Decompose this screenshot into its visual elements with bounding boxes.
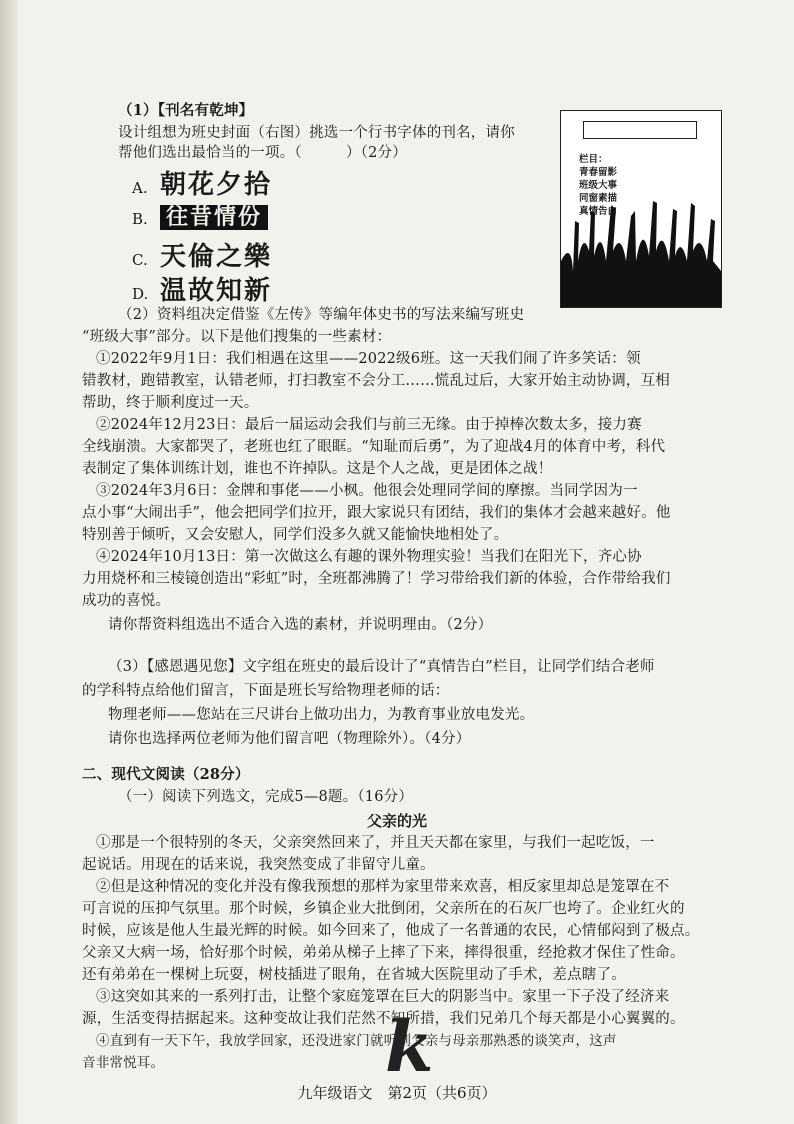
option-a: A. 朝花夕拾 — [132, 170, 273, 200]
passage-p4-line-2: 音非常悦耳。 — [82, 1055, 165, 1071]
q2-material-2-line-2: 全线崩溃。大家都哭了，老班也红了眼眶。“知耻而后勇”，为了迎战4月的体育中考，科代 — [82, 439, 666, 455]
passage-p4-line-1: ④直到有一天下午，我放学回家，还没进家门就听到父亲与母亲那熟悉的谈笑声，这声 — [96, 1033, 617, 1049]
q1-line-1: 设计组想为班史封面（右图）挑选一个行书字体的刊名，请你 — [118, 125, 515, 141]
passage-p1-line-1: ①那是一个很特别的冬天，父亲突然回来了，并且天天都在家里，与我们一起吃饭，一 — [96, 835, 655, 851]
option-a-word: 朝花夕拾 — [160, 170, 273, 200]
q3-line-2: 的学科特点给他们留言，下面是班长写给物理老师的话： — [82, 683, 450, 699]
q3-line-1: （3）【感恩遇见您】文字组在班史的最后设计了“真情告白”栏目，让同学们结合老师 — [108, 659, 655, 675]
q2-material-2-line-1: ②2024年12月23日：最后一届运动会我们与前三无缘。由于掉棒次数太多，接力赛 — [96, 417, 642, 433]
q2-line-1: （2）资料组决定借鉴《左传》等编年体史书的写法来编写班史 — [118, 307, 525, 323]
passage-p2-line-2: 可言说的压抑气氛里。那个时候，乡镇企业大批倒闭，父亲所在的石灰厂也垮了。企业红火的 — [82, 901, 685, 917]
passage-p3-line-1: ③这突如其来的一系列打击，让整个家庭笼罩在巨大的阴影当中。家里一下子没了经济来 — [96, 989, 670, 1005]
q1-line-2: 帮他们选出最恰当的一项。（ ）（2分） — [118, 145, 407, 161]
q2-material-3-line-3: 特别善于倾听，又会安慰人，同学们没多久就又能愉快地相处了。 — [82, 527, 509, 543]
page-footer: 九年级语文 第2页（共6页） — [297, 1084, 497, 1102]
section2-heading: 二、现代文阅读（28分） — [82, 766, 250, 783]
passage-p2-line-5: 还有弟弟在一棵树上玩耍，树枝插进了眼角，在省城大医院里动了手术，差点瞎了。 — [82, 967, 626, 983]
cover-column-list: 栏目： 青春留影 班级大事 同窗素描 真情告白 — [579, 154, 618, 217]
q2-material-3-line-1: ③2024年3月6日：金牌和事佬——小枫。他很会处理同学间的摩擦。当同学因为一 — [96, 483, 638, 499]
option-c-word: 天倫之樂 — [160, 242, 273, 272]
option-d-word: 温故知新 — [160, 276, 273, 306]
passage-p2-line-4: 父亲又大病一场，恰好那个时候，弟弟从梯子上摔了下来，摔得很重，经抢救才保住了性命。 — [82, 945, 685, 961]
q2-material-1-line-2: 错教材，跑错教室，认错老师，打扫教室不会分工……慌乱过后，大家开始主动协调，互相 — [82, 373, 670, 389]
q2-material-1-line-3: 帮助，终于顺利度过一天。 — [82, 395, 259, 411]
passage-p2-line-1: ②但是这种情况的变化并没有像我预想的那样为家里带来欢喜，相反家里却总是笼罩在不 — [96, 879, 670, 895]
handwritten-k-mark: k — [385, 1005, 434, 1088]
q2-line-2: “班级大事”部分。以下是他们搜集的一些素材： — [82, 329, 392, 345]
q2-material-4-line-3: 成功的喜悦。 — [82, 593, 171, 609]
option-d: D. 温故知新 — [132, 276, 273, 306]
q2-material-2-line-3: 表制定了集体训练计划，谁也不许掉队。这是个人之战，更是团体之战！ — [82, 461, 553, 477]
option-b-word: 往昔情份 — [160, 205, 268, 230]
q2-material-4-line-2: 力用烧杯和三棱镜创造出“彩虹”时，全班都沸腾了！学习带给我们新的体验，合作带给我们 — [82, 571, 671, 587]
class-history-cover-image — [560, 110, 722, 308]
q2-prompt: 请你帮资料组选出不适合入选的素材，并说明理由。（2分） — [108, 617, 493, 633]
q3-example: 物理老师——您站在三尺讲台上做功出力，为教育事业放电发光。 — [108, 707, 535, 723]
passage-p1-line-2: 起说话。用现在的话来说，我突然变成了非留守儿童。 — [82, 857, 435, 873]
cheering-silhouettes-illustration — [561, 111, 721, 307]
section2-subheading: （一）阅读下列选文，完成5—8题。（16分） — [118, 789, 414, 805]
passage-p3-line-2: 源，生活变得拮据起来。这种变故让我们茫然不知所措，我们兄弟几个每天都是小心翼翼的。 — [82, 1011, 685, 1027]
q2-material-3-line-2: 点小事“大闹出手”，他会把同学们拉开，跟大家说只有团结，我们的集体才会越来越好。他 — [82, 505, 671, 521]
q1-heading: （1）【刊名有乾坤】 — [118, 102, 254, 119]
page-edge — [0, 0, 18, 1124]
q2-material-1-line-1: ①2022年9月1日：我们相遇在这里——2022级6班。这一天我们闹了许多笑话：领 — [96, 351, 641, 367]
passage-title: 父亲的光 — [366, 812, 427, 830]
q2-material-4-line-1: ④2024年10月13日：第一次做这么有趣的课外物理实验！当我们在阳光下，齐心协 — [96, 549, 642, 565]
passage-p2-line-3: 时候，应该是他人生最光辉的时候。如今回来了，他成了一名普通的农民，心情郁闷到了极点。 — [82, 923, 700, 939]
option-b: B. 往昔情份 — [132, 200, 268, 231]
q3-prompt: 请你也选择两位老师为他们留言吧（物理除外）。（4分） — [108, 731, 471, 747]
option-c: C. 天倫之樂 — [132, 242, 273, 272]
